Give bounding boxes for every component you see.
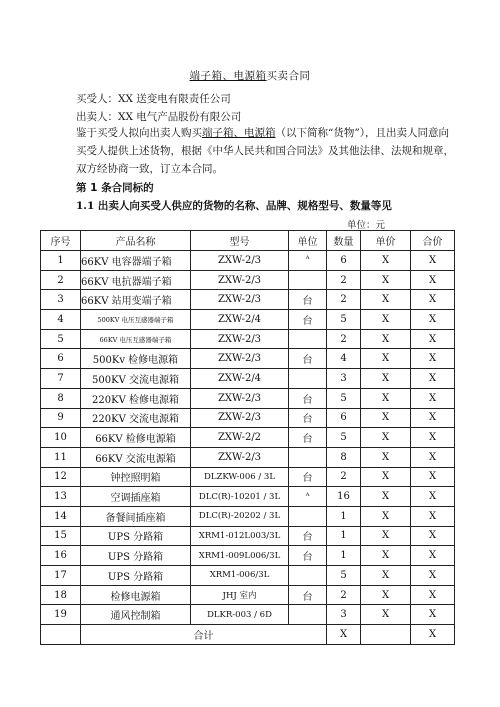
model-number: ZXW-2/3 xyxy=(191,349,289,369)
table-row xyxy=(41,467,455,487)
unit-cell: 台 xyxy=(289,428,327,448)
product-name: UPS 分路箱 xyxy=(81,546,191,566)
model-number: ZXW-2/4 xyxy=(191,310,289,330)
model-number: DLC(R)-10201 / 3L xyxy=(191,487,289,507)
unit-price-cell: X xyxy=(361,310,411,330)
title-contract: 买卖合同 xyxy=(266,70,311,82)
unit-price-cell: X xyxy=(361,566,411,586)
product-name: UPS 分路箱 xyxy=(81,566,191,586)
unit-cell: ᴬ xyxy=(289,487,327,507)
total-price-cell: X xyxy=(411,546,455,566)
unit-price-cell: X xyxy=(361,447,411,467)
quantity-cell: 5 xyxy=(327,310,361,330)
unit-price-cell: X xyxy=(361,369,411,389)
table-row xyxy=(41,428,455,448)
table-row xyxy=(41,388,455,408)
table-header-row xyxy=(41,231,455,251)
product-name: 钟控照明箱 xyxy=(81,467,191,487)
header-cell: 序号 xyxy=(41,231,81,251)
goods-table xyxy=(40,230,455,645)
unit-price-cell: X xyxy=(361,428,411,448)
unit-price-cell: X xyxy=(361,506,411,526)
model-number: ZXW-2/3 xyxy=(191,408,289,428)
unit-cell xyxy=(289,270,327,290)
quantity-cell: 5 xyxy=(327,566,361,586)
quantity-cell: 2 xyxy=(327,329,361,349)
document-title xyxy=(0,68,500,83)
total-price-cell: X xyxy=(411,310,455,330)
total-price-cell: X xyxy=(411,369,455,389)
total-amount: X xyxy=(411,625,455,645)
model-number: ZXW-2/3 xyxy=(191,329,289,349)
unit-label: 单位：元 xyxy=(347,220,386,231)
total-qty: X xyxy=(327,625,361,645)
table-row xyxy=(41,526,455,546)
product-name: 500KV 电压互感器端子箱 xyxy=(81,310,191,330)
quantity-cell: 1 xyxy=(327,526,361,546)
row-number: 3 xyxy=(41,290,81,310)
unit-price-cell: X xyxy=(361,467,411,487)
total-price-cell: X xyxy=(411,388,455,408)
total-price-cell: X xyxy=(411,251,455,271)
model-number: JHJ 室内 xyxy=(191,585,289,605)
quantity-cell: 6 xyxy=(327,251,361,271)
row-number: 7 xyxy=(41,369,81,389)
row-number: 8 xyxy=(41,388,81,408)
product-name: 检修电源箱 xyxy=(81,585,191,605)
quantity-cell: 5 xyxy=(327,388,361,408)
row-number: 2 xyxy=(41,270,81,290)
total-price-cell: X xyxy=(411,290,455,310)
table-row xyxy=(41,408,455,428)
quantity-cell: 2 xyxy=(327,290,361,310)
quantity-cell: 6 xyxy=(327,408,361,428)
row-number: 1 xyxy=(41,251,81,271)
unit-cell: 台 xyxy=(289,526,327,546)
header-cell: 数量 xyxy=(327,231,361,251)
model-number: XRM1-006/3L xyxy=(191,566,289,586)
unit-price-cell: X xyxy=(361,408,411,428)
table-row xyxy=(41,487,455,507)
row-number: 19 xyxy=(41,605,81,625)
product-name: 500Kv 检修电源箱 xyxy=(81,349,191,369)
quantity-cell: 8 xyxy=(327,447,361,467)
total-price-cell: X xyxy=(411,447,455,467)
model-number: ZXW-2/3 xyxy=(191,388,289,408)
quantity-cell: 2 xyxy=(327,467,361,487)
unit-cell: 台 xyxy=(289,290,327,310)
intro-post: （以下简称“货物”），且出卖人同意向买受人提供上述货物，根据《中华人民共和国合同法》及其他法律、法规和规章，双方经协商一致，订立本合同。 xyxy=(76,127,454,175)
product-name: 空调插座箱 xyxy=(81,487,191,507)
title-goods: 端子箱、电源箱 xyxy=(189,70,267,82)
product-name: 通风控制箱 xyxy=(81,605,191,625)
unit-cell: 台 xyxy=(289,349,327,369)
row-number: 18 xyxy=(41,585,81,605)
product-name: 66KV 电抗器端子箱 xyxy=(81,270,191,290)
unit-cell: 台 xyxy=(289,388,327,408)
unit-price-cell: X xyxy=(361,349,411,369)
intro-paragraph xyxy=(76,124,456,178)
model-number: ZXW-2/3 xyxy=(191,447,289,467)
product-name: 220KV 交流电源箱 xyxy=(81,408,191,428)
table-row xyxy=(41,349,455,369)
row-number: 14 xyxy=(41,506,81,526)
header-cell: 单位 xyxy=(289,231,327,251)
product-name: 备餐间插座箱 xyxy=(81,506,191,526)
unit-cell: 台 xyxy=(289,310,327,330)
table-row xyxy=(41,585,455,605)
total-price-cell: X xyxy=(411,526,455,546)
table-row xyxy=(41,566,455,586)
unit-price-cell: X xyxy=(361,329,411,349)
section-heading: 第 1 条合同标的 xyxy=(76,182,154,194)
model-number: ZXW-2/3 xyxy=(191,251,289,271)
table-row xyxy=(41,329,455,349)
product-name: 66KV 电容器端子箱 xyxy=(81,251,191,271)
quantity-cell: 16 xyxy=(327,487,361,507)
product-name: 66KV 检修电源箱 xyxy=(81,428,191,448)
total-price-cell: X xyxy=(411,408,455,428)
quantity-cell: 3 xyxy=(327,605,361,625)
unit-cell: 台 xyxy=(289,467,327,487)
model-number: ZXW-2/4 xyxy=(191,369,289,389)
total-price-cell: X xyxy=(411,428,455,448)
quantity-cell: 1 xyxy=(327,506,361,526)
product-name: 66KV 站用变端子箱 xyxy=(81,290,191,310)
total-price-cell: X xyxy=(411,585,455,605)
model-number: DLC(R)-20202 / 3L xyxy=(191,506,289,526)
unit-price-cell: X xyxy=(361,487,411,507)
unit-cell xyxy=(289,566,327,586)
unit-price-cell: X xyxy=(361,605,411,625)
table-row xyxy=(41,369,455,389)
product-name: UPS 分路箱 xyxy=(81,526,191,546)
unit-price-cell: X xyxy=(361,546,411,566)
unit-cell: 台 xyxy=(289,585,327,605)
table-row xyxy=(41,290,455,310)
seller-line: 出卖人：XX 电气产品股份有限公司 xyxy=(76,111,242,123)
table-row xyxy=(41,270,455,290)
quantity-cell: 1 xyxy=(327,546,361,566)
quantity-cell: 2 xyxy=(327,270,361,290)
unit-price-cell: X xyxy=(361,270,411,290)
quantity-cell: 5 xyxy=(327,428,361,448)
model-number: ZXW-2/2 xyxy=(191,428,289,448)
row-number: 5 xyxy=(41,329,81,349)
header-cell: 型号 xyxy=(191,231,289,251)
row-number: 11 xyxy=(41,447,81,467)
subsection-heading: 1.1 出卖人向买受人供应的货物的名称、品牌、规格型号、数量等见 xyxy=(76,200,392,212)
row-number: 10 xyxy=(41,428,81,448)
product-name: 66KV 交流电源箱 xyxy=(81,447,191,467)
row-number: 13 xyxy=(41,487,81,507)
table-row xyxy=(41,447,455,467)
unit-cell xyxy=(289,329,327,349)
unit-cell xyxy=(289,605,327,625)
unit-cell xyxy=(289,506,327,526)
intro-pre: 鉴于买受人拟向出卖人购买 xyxy=(76,127,202,139)
row-number: 9 xyxy=(41,408,81,428)
row-number: 4 xyxy=(41,310,81,330)
model-number: DLKR-003 / 6D xyxy=(191,605,289,625)
row-number: 17 xyxy=(41,566,81,586)
total-price-cell: X xyxy=(411,349,455,369)
total-price-cell: X xyxy=(411,566,455,586)
header-cell: 产品名称 xyxy=(81,231,191,251)
unit-cell: 台 xyxy=(289,546,327,566)
table-row xyxy=(41,605,455,625)
total-price-cell: X xyxy=(411,270,455,290)
model-number: ZXW-2/3 xyxy=(191,290,289,310)
total-label: 合计 xyxy=(81,625,327,645)
quantity-cell: 2 xyxy=(327,585,361,605)
header-cell: 合价 xyxy=(411,231,455,251)
total-price-cell: X xyxy=(411,329,455,349)
row-number: 6 xyxy=(41,349,81,369)
row-number: 15 xyxy=(41,526,81,546)
model-number: XRM1-009L006/3L xyxy=(191,546,289,566)
total-price-cell: X xyxy=(411,605,455,625)
model-number: XRM1-012L003/3L xyxy=(191,526,289,546)
table-row xyxy=(41,546,455,566)
row-number: 16 xyxy=(41,546,81,566)
quantity-cell: 3 xyxy=(327,369,361,389)
table-total-row xyxy=(41,625,455,645)
intro-goods: 端子箱、电源箱 xyxy=(202,127,276,139)
unit-price-cell: X xyxy=(361,526,411,546)
unit-price-cell: X xyxy=(361,388,411,408)
product-name: 500KV 交流电源箱 xyxy=(81,369,191,389)
unit-cell: ᴬ xyxy=(289,251,327,271)
buyer-line: 买受人：XX 送变电有限责任公司 xyxy=(76,93,231,105)
header-cell: 单价 xyxy=(361,231,411,251)
total-price-cell: X xyxy=(411,467,455,487)
unit-cell: 台 xyxy=(289,408,327,428)
row-number: 12 xyxy=(41,467,81,487)
unit-price-cell: X xyxy=(361,290,411,310)
product-name: 220KV 检修电源箱 xyxy=(81,388,191,408)
model-number: ZXW-2/3 xyxy=(191,270,289,290)
total-price-cell: X xyxy=(411,487,455,507)
model-number: DLZKW-006 / 3L xyxy=(191,467,289,487)
unit-price-cell: X xyxy=(361,585,411,605)
unit-cell xyxy=(289,447,327,467)
product-name: 66KV 电压互感器端子箱 xyxy=(81,329,191,349)
unit-cell xyxy=(289,369,327,389)
table-row xyxy=(41,310,455,330)
quantity-cell: 4 xyxy=(327,349,361,369)
table-row xyxy=(41,251,455,271)
unit-price-cell: X xyxy=(361,251,411,271)
table-row xyxy=(41,506,455,526)
total-price-cell: X xyxy=(411,506,455,526)
